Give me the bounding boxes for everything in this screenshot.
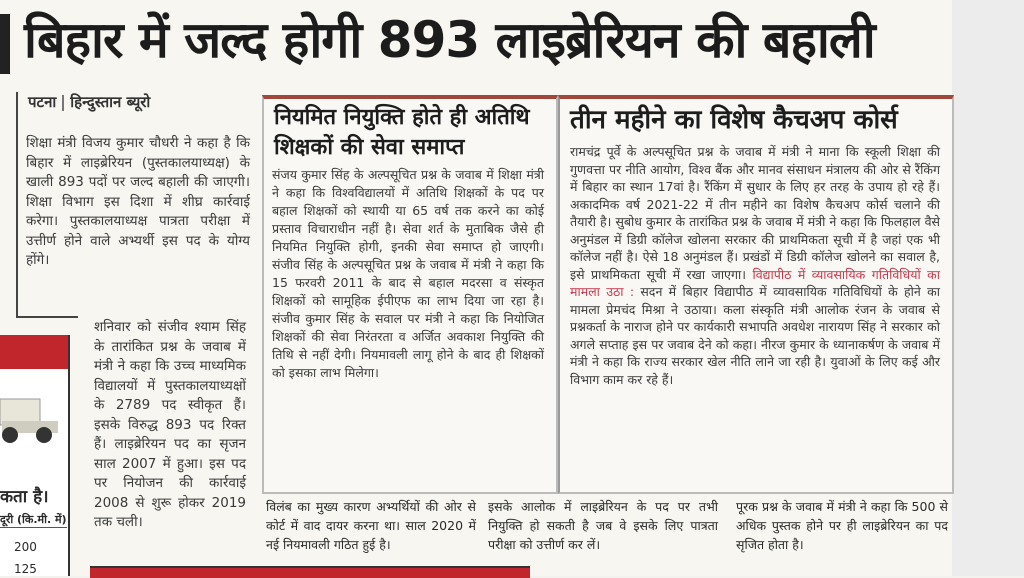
box-subhead: विद्यापीठ में व्यावसायिक गतिविधियों का मामला उठा : [570,266,940,299]
column-rule [16,316,78,318]
headline-marker [0,14,10,74]
box-body-text: सदन में बिहार विद्यापीठ में व्यावसायिक गतिविधियों के होने का मामला प्रेमचंद मिश्रा ने उठाया। कला संस्कृति मंत्री आलोक रंजन के जवाब से प्रश्नकर्ता के नाराज होने पर कार्यकारी सभापति अवधेश नारायण सिंह ने सरकार को अगले सप्ताह इस पर जवाब देने को कहा। नीरज कुमार के ध्यानाकर्षण के जवाब में मंत्री ने कहा कि राज्य सरकार खेल नीति लाने जा रही है। युवाओं के लिए कई और विभाग काम कर रहे हैं। [570,284,940,387]
box-title: नियमित नियुक्ति होते ही अतिथि शिक्षकों की सेवा समाप्त [274,105,530,160]
truck-image [0,385,60,455]
stub-red-band [0,335,68,369]
background-margin [952,0,1024,576]
stub-table-value: 125 [14,562,37,576]
byline-place: पटना [28,93,57,111]
column-rule [16,92,18,318]
headline: बिहार में जल्द होगी 893 लाइब्रेरियन की बहाली [24,11,875,69]
lead-article-text-continued: शनिवार को संजीव श्याम सिंह के तारांकित प्रश्न के जवाब में मंत्री ने कहा कि उच्च माध्यमिक विद्यालयों में पुस्तकालयाध्यक्षों के 2789 पद स्वीकृत हैं। इसके विरुद्ध 893 पद रिक्त हैं। लाइब्रेरियन पद का सृजन साल 2007 में हुआ। इस पद पर नियोजन की कार्रवाई 2008 से शुरू होकर 2019 तक चली। [94,319,246,530]
lead-article-text: शिक्षा मंत्री विजय कुमार चौधरी ने कहा है कि बिहार में लाइब्रेरियन (पुस्तकालयाध्यक्ष) के खाली 893 पदों पर जल्द बहाली की जाएगी। शिक्षा विभाग इस दिशा में शीघ्र कार्रवाई करेगा। पुस्तकालयाध्यक्ष पात्रता परीक्षा में उत्तीर्ण होने वाले अभ्यर्थी इस पद के योग्य होंगे। [26,135,250,268]
byline-source: हिन्दुस्तान ब्यूरो [70,93,151,111]
byline-divider [62,95,64,111]
lead-article-bottom-column: पूरक प्रश्न के जवाब में मंत्री ने कहा कि 500 से अधिक पुस्तक होने पर ही लाइब्रेरियन का पद सृजित होता है। [736,499,948,552]
stub-table-header: दूरी (कि.मी. में) [0,513,67,526]
lead-article-bottom-column: इसके आलोक में लाइब्रेरियन के पद पर तभी नियुक्ति हो सकती है जब वे इसके लिए पात्रता परीक्षा को उत्तीर्ण कर लें। [488,499,718,552]
box-body [570,143,940,388]
next-article-red-band [90,566,530,578]
stub-table-value: 200 [14,540,37,554]
box-body-text: रामचंद्र पूर्वे के अल्पसूचित प्रश्न के जवाब में मंत्री ने माना कि स्कूली शिक्षा की गुणवत्ता पर नीति आयोग, विश्व बैंक और मानव संसाधन मंत्रालय की ओर से रैंकिंग में बिहार का स्थान 17वां है। रैंकिंग में सुधार के लिए हर तरह के उपाय हो रहे हैं। अकादमिक वर्ष 2021-22 में तीन महीने का विशेष कैचअप कोर्स चलाने की तैयारी है। सुबोध कुमार के तारांकित प्रश्न के जवाब में मंत्री ने कहा कि फिलहाल वैसे अनुमंडल में डिग्री कॉलेज खोलना सरकार की प्राथमिकता सूची में है जहां एक भी कॉलेज नहीं है। ऐसे 18 अनुमंडल हैं। प्रखंडों में डिग्री कॉलेज खोलने का सवाल है, इसे प्राथमिकता सूची में रखा जाएगा। [570,144,940,282]
box-title: तीन महीने का विशेष कैचअप कोर्स [570,105,898,135]
box-body: संजय कुमार सिंह के अल्पसूचित प्रश्न के जवाब में शिक्षा मंत्री ने कहा कि विश्वविद्यालयों में अतिथि शिक्षकों के पद पर बहाल शिक्षकों को स्थायी या 65 वर्ष तक करने का कोई प्रस्ताव विचाराधीन नहीं है। सेवा शर्त के मुताबिक जैसे ही नियमित नियुक्ति होगी, इनकी सेवा समाप्त हो जाएगी। संजीव सिंह के अल्पसूचित प्रश्न के जवाब में मंत्री ने कहा कि 15 फरवरी 2011 के बाद से बहाल मदरसा व संस्कृत शिक्षकों को सामूहिक ईपीएफ का लाभ दिया जा रहा है। संजीव कुमार सिंह के सवाल पर मंत्री ने कहा कि नियोजित शिक्षकों की सेवा निरंतरता व अर्जित अवकाश नियुक्ति की तिथि से नहीं देगी। नियमावली लागू होने के बाद ही शिक्षकों को इसका लाभ मिलेगा। [272,167,544,380]
byline [28,92,150,112]
stub-text: कता है। [0,487,49,507]
lead-article-bottom-column: विलंब का मुख्य कारण अभ्यर्थियों की ओर से कोर्ट में वाद दायर करना था। साल 2020 में नई नियमावली गठित हुई है। [266,499,476,552]
